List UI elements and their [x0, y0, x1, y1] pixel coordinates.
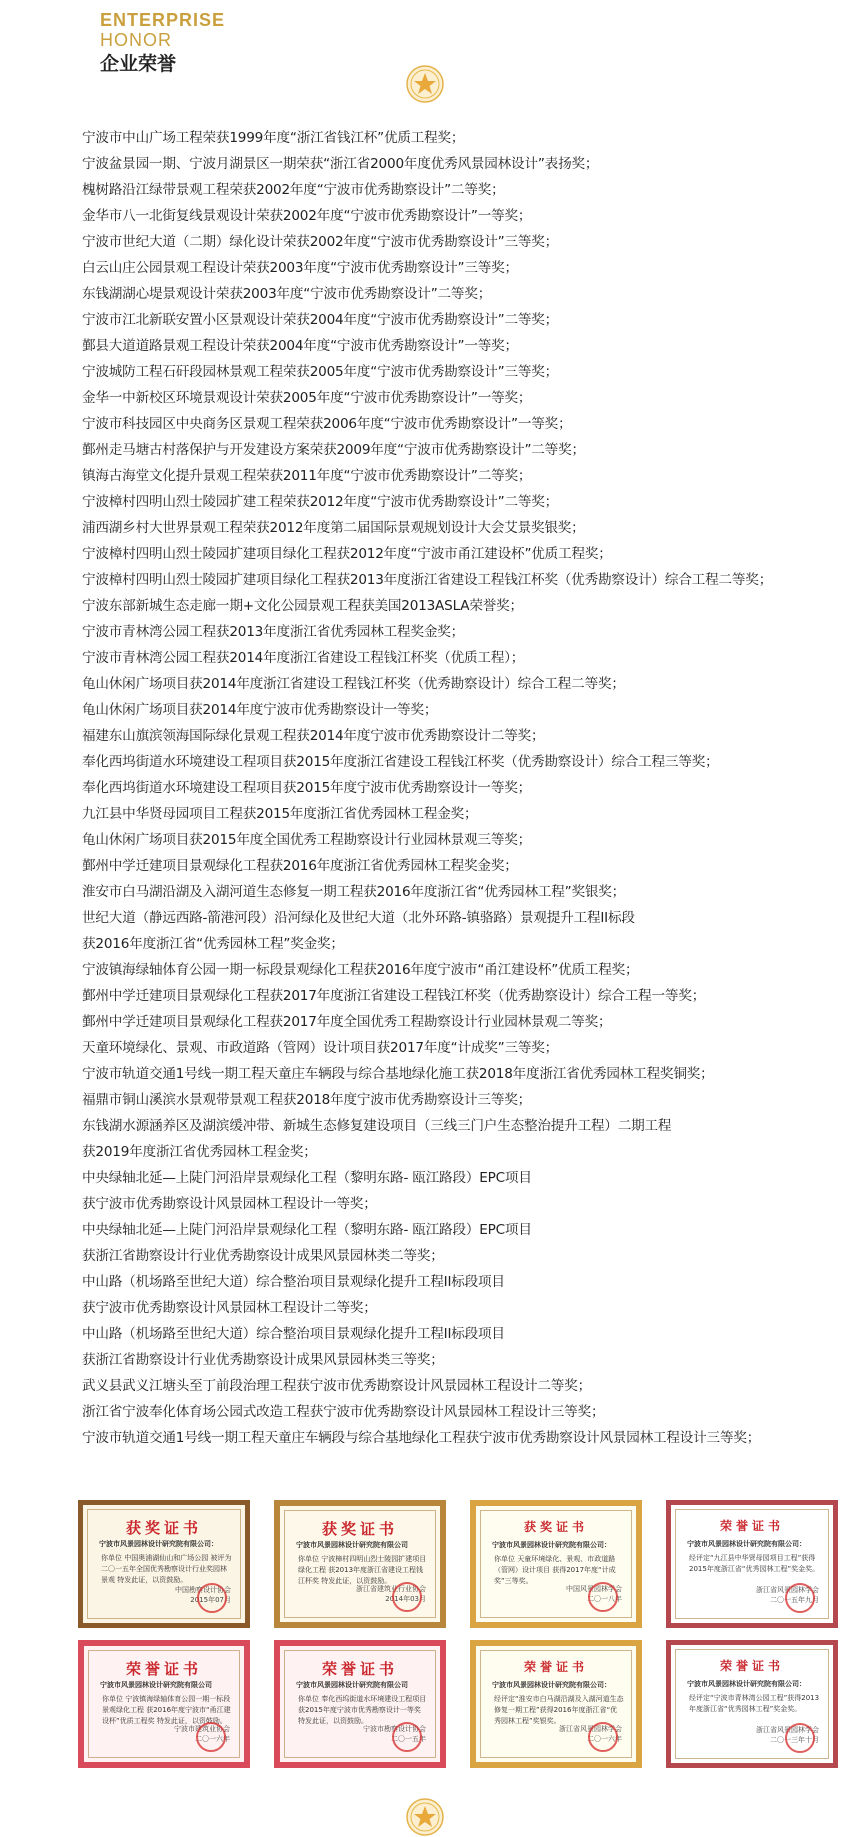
certificate-org: 宁波市风景园林设计研究院有限公司 [296, 1541, 408, 1549]
award-item: 白云山庄公园景观工程设计荣获2003年度“宁波市优秀勘察设计”三等奖； [82, 260, 518, 276]
award-item: 淮安市白马湖沿湖及入湖河道生态修复一期工程获2016年度浙江省“优秀园林工程”奖银奖； [82, 884, 626, 900]
award-item: 中山路（机场路至世纪大道）综合整治项目景观绿化提升工程II标段项目 [82, 1326, 505, 1342]
certificate-title: 荣誉证书 [719, 1519, 784, 1533]
seal-icon [785, 1723, 815, 1753]
certificate-org: 宁波市风景园林设计研究院有限公司 [100, 1681, 212, 1689]
emblem-icon [405, 1797, 445, 1837]
seal-icon [588, 1722, 618, 1752]
certificate-issuer: 中国勘察设计协会 2015年07月 [175, 1586, 231, 1604]
certificate-image [470, 1640, 642, 1768]
award-item: 福鼎市铜山溪滨水景观带景观工程获2018年度宁波市优秀勘察设计三等奖； [82, 1092, 531, 1108]
award-item: 宁波市世纪大道（二期）绿化设计荣获2002年度“宁波市优秀勘察设计”三等奖； [82, 234, 559, 250]
award-item: 浙江省宁波奉化体育场公园式改造工程获宁波市优秀勘察设计风景园林工程设计三等奖； [82, 1404, 605, 1420]
award-item: 宁波樟村四明山烈士陵园扩建项目绿化工程获2013年度浙江省建设工程钱江杯奖（优秀勘察设计）综合工程二等奖； [82, 572, 773, 588]
certificate-image [78, 1500, 250, 1628]
award-item: 天童环境绿化、景观、市政道路（管网）设计项目获2017年度“计成奖”三等奖； [82, 1040, 559, 1056]
certificate-org: 宁波市风景园林设计研究院有限公司： [492, 1541, 611, 1549]
certificate-body: 经评定“九江县中华贤母园项目工程”获得2015年度浙江省“优秀园林工程”奖金奖。 [689, 1554, 820, 1573]
award-item: 中央绿轴北延—上陡门河沿岸景观绿化工程（黎明东路- 瓯江路段）EPC项目 [82, 1170, 532, 1186]
award-item: 宁波市科技园区中央商务区景观工程荣获2006年度“宁波市优秀勘察设计”一等奖； [82, 416, 572, 432]
award-item: 宁波樟村四明山烈士陵园扩建项目绿化工程获2012年度“宁波市甬江建设杯”优质工程奖； [82, 546, 612, 562]
award-item: 获浙江省勘察设计行业优秀勘察设计成果风景园林类二等奖； [82, 1248, 444, 1264]
award-item: 福建东山旗滨领海国际绿化景观工程获2014年度宁波市优秀勘察设计二等奖； [82, 728, 545, 744]
header-english-line1: ENTERPRISE [100, 10, 226, 30]
certificate-org: 宁波市风景园林设计研究院有限公司 [296, 1681, 408, 1689]
award-item: 宁波城防工程石矸段园林景观工程荣获2005年度“宁波市优秀勘察设计”三等奖； [82, 364, 559, 380]
award-item: 奉化西坞街道水环境建设工程项目获2015年度宁波市优秀勘察设计一等奖； [82, 780, 531, 796]
certificate-issuer: 浙江省建筑业行业协会 2014年03月 [356, 1585, 426, 1603]
certificate-image [274, 1500, 446, 1628]
award-item: 鄞州中学迁建项目景观绿化工程获2017年度浙江省建设工程钱江杯奖（优秀勘察设计）综合工程一等奖； [82, 988, 706, 1004]
award-item: 镇海古海堂文化提升景观工程荣获2011年度“宁波市优秀勘察设计”二等奖； [82, 468, 532, 484]
certificate-image [78, 1640, 250, 1768]
award-item: 宁波镇海绿轴体育公园一期一标段景观绿化工程获2016年度宁波市“甬江建设杯”优质工程奖； [82, 962, 639, 978]
award-item: 获宁波市优秀勘察设计风景园林工程设计一等奖； [82, 1196, 377, 1212]
certificate-title: 荣誉证书 [125, 1660, 202, 1678]
certificate-issuer: 浙江省风景园林学会 二〇一五年九月 [756, 1586, 819, 1604]
award-item: 中央绿轴北延—上陡门河沿岸景观绿化工程（黎明东路- 瓯江路段）EPC项目 [82, 1222, 532, 1238]
certificate-image [666, 1500, 838, 1628]
award-item: 宁波市青林湾公园工程获2013年度浙江省优秀园林工程奖金奖； [82, 624, 465, 640]
award-item: 东钱湖湖心堤景观设计荣获2003年度“宁波市优秀勘察设计”二等奖； [82, 286, 492, 302]
section-header [100, 10, 225, 77]
seal-icon [392, 1582, 422, 1612]
certificate-issuer: 宁波市勘察设计协会 二〇一五年 [363, 1725, 426, 1743]
award-item: 龟山休闲广场项目获2015年度全国优秀工程勘察设计行业园林景观三等奖； [82, 832, 531, 848]
certificate-org: 宁波市风景园林设计研究院有限公司： [99, 1540, 218, 1548]
award-item: 奉化西坞街道水环境建设工程项目获2015年度浙江省建设工程钱江杯奖（优秀勘察设计）综合工程三等奖； [82, 754, 719, 770]
seal-icon [196, 1722, 226, 1752]
certificate-issuer: 中国风景园林学会 二〇一八年 [566, 1585, 622, 1603]
award-item: 获2019年度浙江省优秀园林工程金奖； [82, 1144, 317, 1160]
certificate-org: 宁波市风景园林设计研究院有限公司： [492, 1681, 611, 1689]
certificate-issuer: 浙江省风景园林学会 二〇一三年十月 [756, 1726, 819, 1744]
award-item: 武义县武义江塘头至丁前段治理工程获宁波市优秀勘察设计风景园林工程设计二等奖； [82, 1378, 591, 1394]
award-item: 宁波樟村四明山烈士陵园扩建工程荣获2012年度“宁波市优秀勘察设计”二等奖； [82, 494, 559, 510]
seal-icon [197, 1583, 227, 1613]
award-item: 金华一中新校区环境景观设计荣获2005年度“宁波市优秀勘察设计”一等奖； [82, 390, 532, 406]
certificate-body: 你单位 中国奥浦湖仙山和广场公园 被评为二〇一五年全国优秀勘察设计行业奖园林景观 特发此证，以资鼓励。 [101, 1554, 232, 1584]
award-item: 宁波东部新城生态走廊一期+文化公园景观工程获美国2013ASLA荣誉奖； [82, 598, 523, 614]
award-item: 宁波市江北新联安置小区景观设计荣获2004年度“宁波市优秀勘察设计”二等奖； [82, 312, 559, 328]
award-item: 获2016年度浙江省“优秀园林工程”奖金奖； [82, 936, 344, 952]
certificate-body: 你单位 宁波樟村四明山烈士陵园扩建项目绿化工程 获2013年度浙江省建设工程钱江杯奖 特发此证，以资鼓励。 [298, 1555, 427, 1585]
award-item: 东钱湖水源涵养区及湖滨缓冲带、新城生态修复建设项目（三线三门户生态整治提升工程）二期工程 [82, 1118, 672, 1134]
award-item: 中山路（机场路至世纪大道）综合整治项目景观绿化提升工程II标段项目 [82, 1274, 505, 1290]
award-item: 金华市八一北街复线景观设计荣获2002年度“宁波市优秀勘察设计”一等奖； [82, 208, 532, 224]
certificate-gallery [78, 1500, 838, 1772]
certificate-org: 宁波市风景园林设计研究院有限公司： [687, 1540, 806, 1548]
award-item: 槐树路沿江绿带景观工程荣获2002年度“宁波市优秀勘察设计”二等奖； [82, 182, 505, 198]
award-item: 宁波盆景园一期、宁波月湖景区一期荣获“浙江省2000年度优秀风景园林设计”表扬奖； [82, 156, 599, 172]
award-item: 获浙江省勘察设计行业优秀勘察设计成果风景园林类三等奖； [82, 1352, 444, 1368]
certificate-title: 获奖证书 [523, 1520, 588, 1534]
header-english-line2: HONOR [100, 30, 172, 50]
seal-icon [785, 1583, 815, 1613]
award-item: 龟山休闲广场项目获2014年度宁波市优秀勘察设计一等奖； [82, 702, 438, 718]
certificate-title: 荣誉证书 [321, 1660, 398, 1678]
award-list [82, 125, 842, 1451]
award-item: 鄞州中学迁建项目景观绿化工程获2016年度浙江省优秀园林工程奖金奖； [82, 858, 518, 874]
certificate-image [470, 1500, 642, 1628]
emblem-icon [405, 64, 445, 104]
certificate-title: 获奖证书 [125, 1519, 202, 1537]
award-item: 宁波市轨道交通1号线一期工程天童庄车辆段与综合基地绿化工程获宁波市优秀勘察设计风景园林工程设计三等奖； [82, 1430, 761, 1446]
award-item: 鄞县大道道路景观工程设计荣获2004年度“宁波市优秀勘察设计”一等奖； [82, 338, 518, 354]
award-item: 鄞州走马塘古村落保护与开发建设方案荣获2009年度“宁波市优秀勘察设计”二等奖； [82, 442, 585, 458]
award-item: 宁波市轨道交通1号线一期工程天童庄车辆段与综合基地绿化施工获2018年度浙江省优秀园林工程奖铜奖； [82, 1066, 714, 1082]
seal-icon [392, 1722, 422, 1752]
award-item: 鄞州中学迁建项目景观绿化工程获2017年度全国优秀工程勘察设计行业园林景观二等奖； [82, 1014, 612, 1030]
certificate-body: 你单位 宁波镇海绿轴体育公园一期一标段景观绿化工程 获2016年度宁波市“甬江建设杯”优质工程奖 特发此证，以资鼓励。 [102, 1695, 231, 1725]
certificate-title: 获奖证书 [321, 1520, 398, 1538]
certificate-title: 荣誉证书 [719, 1659, 784, 1673]
award-item: 九江县中华贤母园项目工程获2015年度浙江省优秀园林工程金奖； [82, 806, 478, 822]
certificate-body: 经评定“宁波市青林湾公园工程”获得2013年度浙江省“优秀园林工程”奖金奖。 [689, 1694, 820, 1713]
page-title: 企业荣誉 [100, 53, 177, 75]
certificate-issuer: 浙江省风景园林学会 二〇一六年 [559, 1725, 622, 1743]
certificate-image [666, 1640, 838, 1768]
award-item: 浦西湖乡村大世界景观工程荣获2012年度第二届国际景观规划设计大会艾景奖银奖； [82, 520, 585, 536]
certificate-issuer: 宁波市建筑业协会 二〇一六年 [174, 1725, 230, 1743]
award-item: 宁波市青林湾公园工程获2014年度浙江省建设工程钱江杯奖（优质工程）； [82, 650, 525, 666]
certificate-org: 宁波市风景园林设计研究院有限公司： [687, 1680, 806, 1688]
award-item: 获宁波市优秀勘察设计风景园林工程设计二等奖； [82, 1300, 377, 1316]
certificate-body: 你单位 奉化西坞街道水环境建设工程项目 获2015年度宁波市优秀勘察设计一等奖 特发此证，以资鼓励。 [298, 1695, 427, 1725]
award-item: 宁波市中山广场工程荣获1999年度“浙江省钱江杯”优质工程奖； [82, 130, 465, 146]
certificate-body: 你单位 天童环境绿化、景观、市政道路（管网）设计项目 获得2017年度“计成奖”三等奖。 [494, 1555, 616, 1585]
award-item: 龟山休闲广场项目获2014年度浙江省建设工程钱江杯奖（优秀勘察设计）综合工程二等奖； [82, 676, 625, 692]
seal-icon [588, 1582, 618, 1612]
certificate-title: 荣誉证书 [523, 1660, 588, 1674]
certificate-image [274, 1640, 446, 1768]
certificate-body: 经评定“淮安市白马湖沿湖及入湖河道生态修复一期工程”获得2016年度浙江省“优秀园林工程”奖银奖。 [494, 1695, 624, 1725]
award-item: 世纪大道（静远西路-箭港河段）沿河绿化及世纪大道（北外环路-镇骆路）景观提升工程II标段 [82, 910, 635, 926]
